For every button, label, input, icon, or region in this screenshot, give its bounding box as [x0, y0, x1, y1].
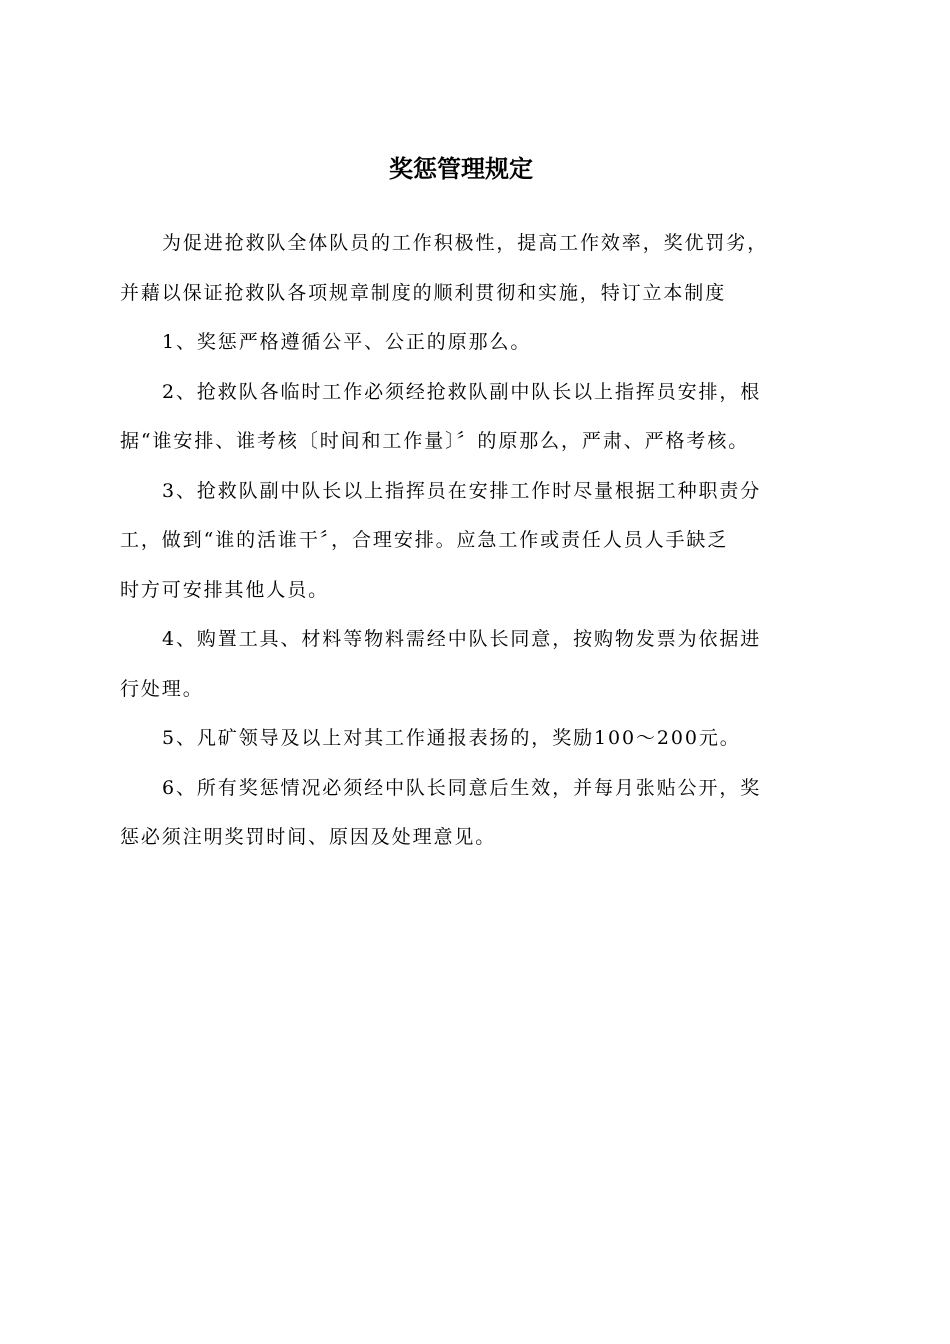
- paragraph-intro: [120, 219, 820, 318]
- paragraph-line: 据“谁安排、谁考核〔时间和工作量〕〞的原那么，严肃、严格考核。: [120, 430, 750, 452]
- paragraph-item-1: [120, 318, 820, 368]
- paragraph-item-2: [120, 368, 820, 467]
- paragraph-line: 1、奖惩严格遵循公平、公正的原那么。: [162, 331, 532, 353]
- paragraph-line: 工，做到“谁的活谁干〞，合理安排。应急工作或责任人员人手缺乏: [120, 529, 729, 551]
- paragraph-line: 为促进抢救队全体队员的工作积极性，提高工作效率，奖优罚劣，: [162, 232, 769, 254]
- paragraph-line: 并藉以保证抢救队各项规章制度的顺利贯彻和实施，特订立本制度: [120, 281, 727, 304]
- paragraph-line: 2、抢救队各临时工作必须经抢救队副中队长以上指挥员安排，根: [162, 380, 762, 403]
- document-title: 奖惩管理规定: [389, 154, 533, 183]
- paragraph-item-3: [120, 467, 820, 616]
- paragraph-item-4: [120, 615, 820, 714]
- paragraph-line: 3、抢救队副中队长以上指挥员在安排工作时尽量根据工种职责分: [162, 479, 762, 502]
- paragraph-line: 行处理。: [120, 677, 204, 700]
- paragraph-line: 6、所有奖惩情况必须经中队长同意后生效，并每月张贴公开，奖: [162, 776, 762, 799]
- paragraph-line: 4、购置工具、材料等物料需经中队长同意，按购物发票为依据进: [162, 628, 762, 650]
- paragraph-item-6: [120, 764, 820, 863]
- paragraph-line: 时方可安排其他人员。: [120, 578, 330, 601]
- paragraph-line: 惩必须注明奖罚时间、原因及处理意见。: [120, 826, 497, 848]
- paragraph-item-5: [120, 714, 820, 764]
- document-body: [120, 219, 820, 863]
- paragraph-line: 5、凡矿领导及以上对其工作通报表扬的，奖励100～200元。: [162, 727, 741, 749]
